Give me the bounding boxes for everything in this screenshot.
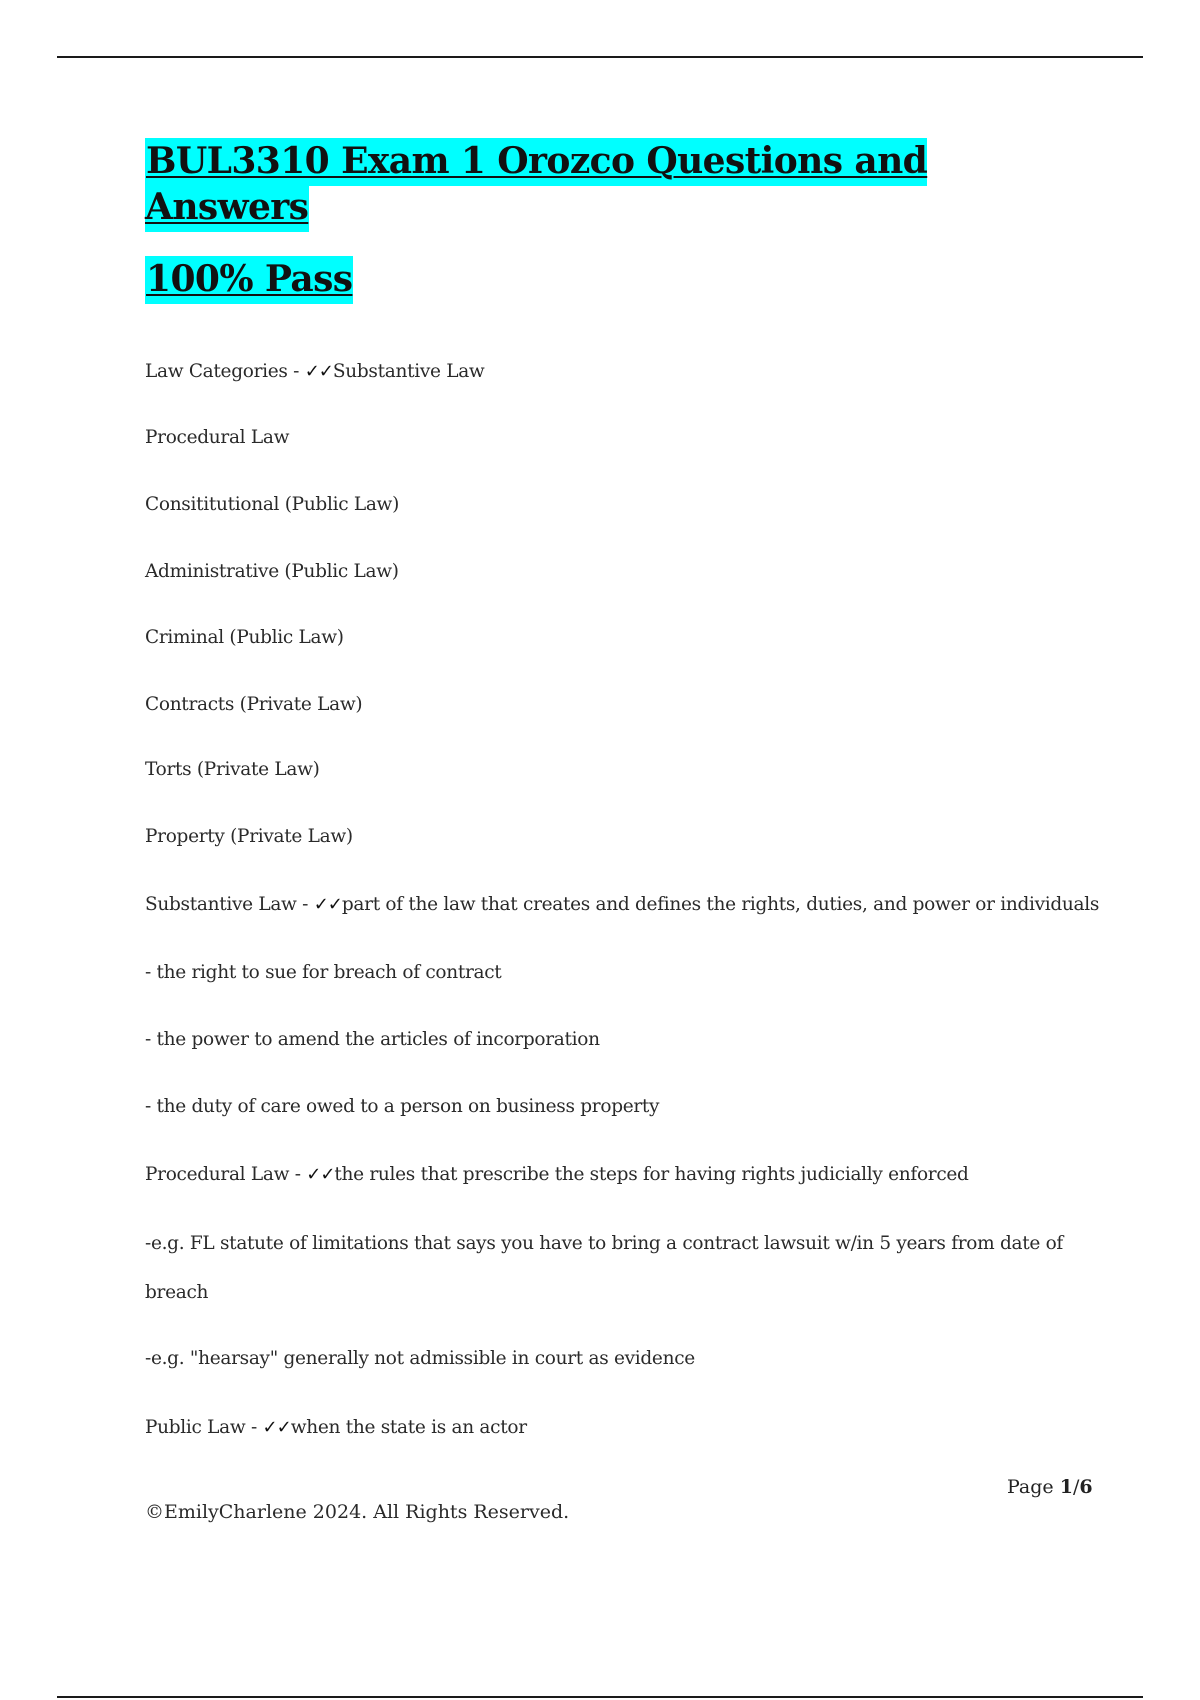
category-administrative: Administrative (Public Law)	[145, 561, 399, 582]
title-line-2: 100% Pass	[145, 256, 1095, 302]
top-rule	[57, 56, 1143, 58]
copyright-notice: ©EmilyCharlene 2024. All Rights Reserved.	[145, 1501, 570, 1523]
bottom-rule	[57, 1696, 1143, 1698]
qa-procedural-law: Procedural Law - ✓✓the rules that prescribe the steps for having rights judicially enforced	[145, 1164, 969, 1185]
procedural-example-1-continued: breach	[145, 1282, 209, 1303]
category-procedural: Procedural Law	[145, 427, 290, 448]
checkmark-icon: ✓✓	[306, 1164, 335, 1185]
qa-public-law: Public Law - ✓✓when the state is an actor	[145, 1417, 527, 1438]
document-title	[145, 138, 1095, 328]
substantive-example-1: - the right to sue for breach of contract	[145, 962, 502, 983]
category-constitutional: Consititutional (Public Law)	[145, 494, 400, 515]
category-contracts: Contracts (Private Law)	[145, 694, 363, 715]
substantive-example-3: - the duty of care owed to a person on business property	[145, 1096, 660, 1117]
page-number: Page 1/6	[1007, 1476, 1093, 1498]
checkmark-icon: ✓✓	[262, 1417, 291, 1438]
procedural-example-1: -e.g. FL statute of limitations that says you have to bring a contract lawsuit w/in 5 years from date of	[145, 1233, 1063, 1254]
checkmark-icon: ✓✓	[304, 361, 333, 382]
category-criminal: Criminal (Public Law)	[145, 627, 344, 648]
category-property: Property (Private Law)	[145, 826, 353, 847]
qa-substantive-law: Substantive Law - ✓✓part of the law that creates and defines the rights, duties, and power or individuals	[145, 894, 1100, 915]
checkmark-icon: ✓✓	[313, 894, 342, 915]
qa-law-categories: Law Categories - ✓✓Substantive Law	[145, 361, 485, 382]
procedural-example-2: -e.g. "hearsay" generally not admissible in court as evidence	[145, 1348, 695, 1369]
substantive-example-2: - the power to amend the articles of incorporation	[145, 1029, 600, 1050]
category-torts: Torts (Private Law)	[145, 759, 320, 780]
title-line-1: BUL3310 Exam 1 Orozco Questions and Answers	[145, 138, 1095, 230]
